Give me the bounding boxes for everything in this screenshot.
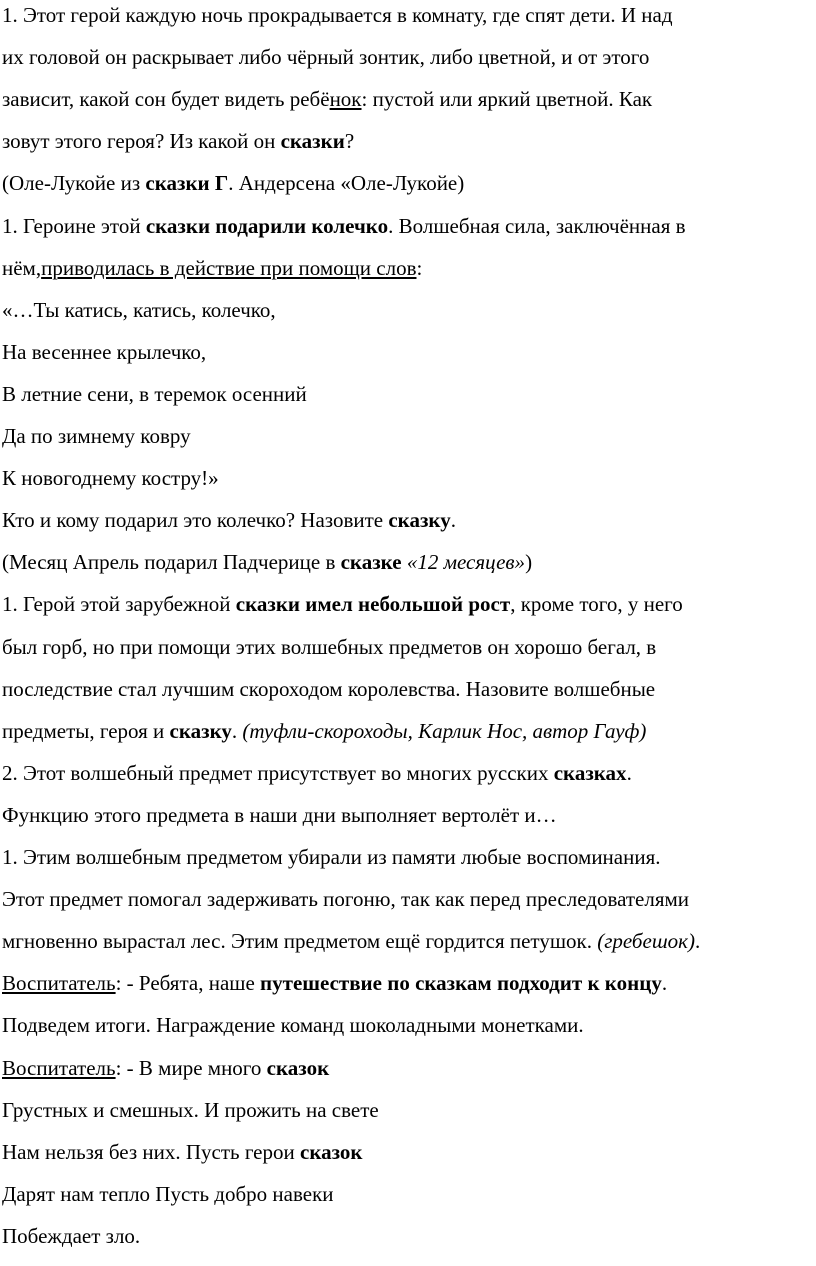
text-segment: Этот предмет помогал задерживать погоню, так как перед преследователями [2, 887, 690, 912]
text-segment: Воспитатель [2, 1055, 116, 1080]
text-line [2, 465, 219, 491]
text-segment: сказки подарили колечко [145, 213, 389, 238]
text-segment: мгновенно вырастал лес. Этим предметом ещё гордится петушок. [2, 929, 598, 954]
text-segment: 1. Этот герой каждую ночь прокрадывается в комнату, где спят дети. И над [2, 3, 673, 27]
text-line [2, 1223, 140, 1249]
text-line [2, 339, 206, 365]
text-line [2, 1012, 584, 1038]
text-segment: был горб, но при помощи этих волшебных предметов он хорошо бегал, в [2, 634, 657, 659]
text-segment: (Оле-Лукойе из [2, 171, 146, 196]
text-segment: предметы, героя и [2, 718, 170, 743]
text-segment: . [231, 718, 243, 743]
text-segment: . [450, 508, 456, 533]
text-segment: (Месяц Апрель подарил Падчерице в [2, 550, 341, 575]
text-segment: (гребешок) [597, 929, 695, 954]
text-line [2, 170, 464, 196]
text-segment: их головой он раскрывает либо чёрный зонтик, либо цветной, и от этого [2, 45, 650, 70]
text-segment: сказки [280, 129, 345, 154]
text-segment: 1. Герой этой зарубежной [2, 592, 236, 617]
text-line [2, 970, 667, 996]
text-segment: Дарят нам тепло Пусть добро навеки [2, 1181, 334, 1206]
text-segment: ) [525, 550, 533, 575]
text-segment: . [694, 929, 701, 954]
text-segment: : - Ребята, наше [115, 971, 261, 996]
text-segment: . [661, 971, 668, 996]
text-line [2, 549, 532, 575]
text-segment: сказках [553, 760, 627, 785]
text-segment: сказку [388, 508, 451, 533]
text-segment: Воспитатель [2, 971, 116, 996]
text-segment: последствие стал лучшим скороходом королевства. Назовите волшебные [2, 676, 656, 701]
text-line [2, 844, 661, 870]
text-line [2, 381, 307, 407]
text-segment: сказке [340, 550, 402, 575]
text-segment: (туфли-скороходы, Карлик Нос, автор Гауф) [242, 718, 647, 743]
text-line [2, 928, 700, 954]
text-segment: К новогоднему костру!» [2, 466, 219, 491]
text-line [2, 2, 673, 28]
text-segment: : - В мире много [115, 1055, 267, 1080]
text-line [2, 297, 276, 323]
text-segment: 2. Этот волшебный предмет присутствует во многих русских [2, 760, 554, 785]
text-segment: зависит, какой сон будет видеть ребё [2, 87, 330, 112]
text-segment: Функцию этого предмета в наши дни выполняет вертолёт и… [2, 802, 557, 827]
text-line [2, 213, 686, 239]
text-segment: путешествие по сказкам подходит к концу [260, 971, 662, 996]
text-line [2, 1097, 379, 1123]
text-segment: «…Ты катись, катись, колечко, [2, 297, 276, 322]
text-segment: : пустой или яркий цветной. Как [361, 87, 653, 112]
text-segment: . [626, 760, 632, 785]
text-segment: . Андерсена «Оле-Лукойе) [228, 171, 465, 196]
text-line [2, 634, 656, 660]
text-segment: : [416, 255, 423, 280]
text-line [2, 44, 649, 70]
text-segment: , кроме того, у него [510, 592, 683, 617]
text-segment: сказки имел небольшой рост [235, 592, 511, 617]
text-segment: Нам нельзя без них. Пусть герои [2, 1139, 300, 1164]
text-segment: зовут этого героя? Из какой он [2, 129, 281, 154]
text-segment: нок [329, 87, 362, 112]
text-line [2, 802, 557, 828]
text-line [2, 886, 689, 912]
text-line [2, 507, 456, 533]
text-segment: сказки Г [145, 171, 229, 196]
text-line [2, 676, 655, 702]
text-segment: 1. Этим волшебным предметом убирали из памяти любые воспоминания. [2, 845, 661, 869]
text-line [2, 1055, 329, 1081]
text-segment: Побеждает зло. [2, 1223, 141, 1248]
text-line [2, 255, 422, 281]
text-segment: Кто и кому подарил это колечко? Назовите [2, 508, 389, 533]
text-segment: Да по зимнему ковру [2, 424, 191, 448]
text-line [2, 760, 632, 786]
text-line [2, 718, 646, 744]
text-line [2, 1139, 363, 1165]
text-segment: В летние сени, в теремок осенний [2, 381, 307, 406]
text-line [2, 1181, 334, 1207]
text-segment: сказок [266, 1055, 330, 1080]
text-segment: ? [344, 129, 355, 154]
text-segment: На весеннее крылечко, [2, 339, 207, 364]
text-segment: . Волшебная сила, заключённая в [388, 213, 686, 238]
text-segment: сказку [169, 718, 232, 743]
text-line [2, 128, 354, 154]
text-segment: приводилась в действие при помощи слов [41, 255, 417, 280]
text-segment: нём, [2, 255, 42, 280]
text-segment: Подведем итоги. Награждение команд шоколадными монетками. [2, 1013, 584, 1038]
text-segment: Грустных и смешных. И прожить на свете [2, 1097, 379, 1122]
text-line [2, 86, 652, 112]
text-segment: 1. Героине этой [2, 213, 146, 238]
text-segment: «12 месяцев» [406, 550, 526, 575]
text-line [2, 423, 191, 449]
text-segment: сказок [300, 1139, 363, 1164]
text-line [2, 591, 683, 617]
